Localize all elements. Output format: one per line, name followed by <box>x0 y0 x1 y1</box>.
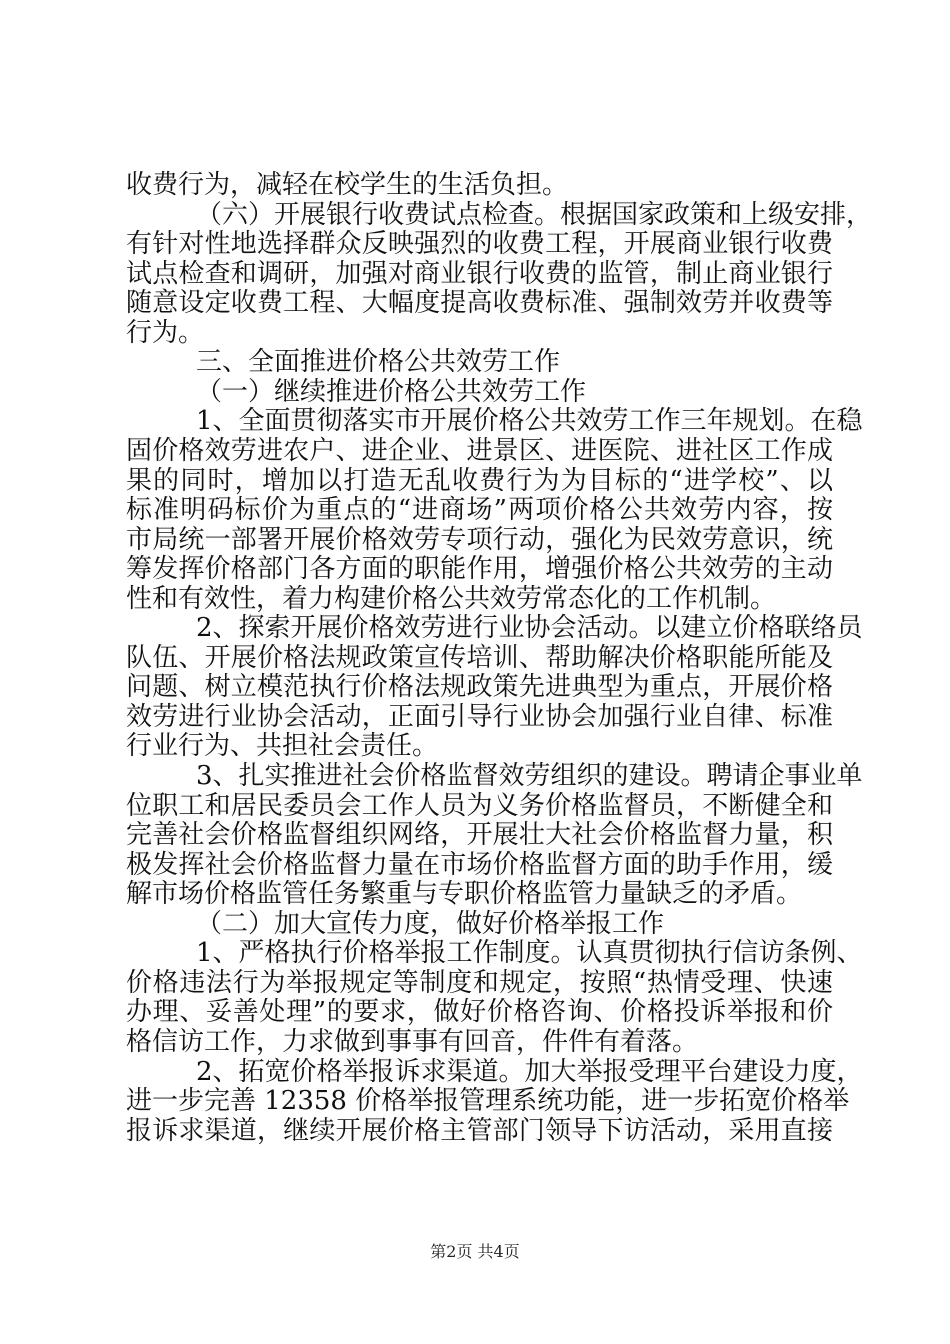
text-line: 性和有效性，着力构建价格公共效劳常态化的工作机制。 <box>126 583 777 614</box>
text-line: 固价格效劳进农户、进企业、进景区、进医院、进社区工作成 <box>126 435 833 466</box>
text-line: 筹发挥价格部门各方面的职能作用，增强价格公共效劳的主动 <box>126 554 833 585</box>
text-line: 行业行为、共担社会责任。 <box>126 731 439 762</box>
text-line: 报诉求渠道，继续开展价格主管部门领导下访活动，采用直接 <box>126 1115 833 1146</box>
text-line: （六）开展银行收费试点检查。根据国家政策和上级安排， <box>196 199 873 230</box>
text-line: 解市场价格监管任务繁重与专职价格监管力量缺乏的矛盾。 <box>126 879 803 910</box>
text-line: 极发挥社会价格监督力量在市场价格监督方面的助手作用，缓 <box>126 849 833 880</box>
page-footer: 第2页 共4页 <box>430 1242 520 1261</box>
text-line: 市局统一部署开展价格效劳专项行动，强化为民效劳意识，统 <box>126 524 833 555</box>
text-line: 随意设定收费工程、大幅度提高收费标准、强制效劳并收费等 <box>126 288 833 319</box>
text-line: 行为。 <box>126 317 205 348</box>
text-line: 格信访工作，力求做到事事有回音，件件有着落。 <box>126 1026 699 1057</box>
text-line: 果的同时，增加以打造无乱收费行为为目标的“进学校”、以 <box>126 465 833 496</box>
text-line: （二）加大宣传力度，做好价格举报工作 <box>196 908 665 939</box>
text-line: 2、拓宽价格举报诉求渠道。加大举报受理平台建设力度， <box>196 1056 863 1087</box>
text-line: 位职工和居民委员会工作人员为义务价格监督员，不断健全和 <box>126 790 833 821</box>
text-line: （一）继续推进价格公共效劳工作 <box>196 376 587 407</box>
text-line: 有针对性地选择群众反映强烈的收费工程，开展商业银行收费 <box>126 229 833 260</box>
text-line: 试点检查和调研，加强对商业银行收费的监管，制止商业银行 <box>126 258 833 289</box>
text-line: 效劳进行业协会活动，正面引导行业协会加强行业自律、标准 <box>126 701 833 732</box>
text-line: 三、全面推进价格公共效劳工作 <box>196 347 561 378</box>
text-line: 2、探索开展价格效劳进行业协会活动。以建立价格联络员 <box>196 613 863 644</box>
text-line: 进一步完善 12358 价格举报管理系统功能，进一步拓宽价格举 <box>126 1086 850 1117</box>
text-line: 问题、树立模范执行价格法规政策先进典型为重点，开展价格 <box>126 672 833 703</box>
text-line: 1、全面贯彻落实市开展价格公共效劳工作三年规划。在稳 <box>196 406 863 437</box>
text-line: 办理、妥善处理”的要求，做好价格咨询、价格投诉举报和价 <box>126 997 833 1028</box>
text-line: 3、扎实推进社会价格监督效劳组织的建设。聘请企事业单 <box>196 761 863 791</box>
text-line: 1、严格执行价格举报工作制度。认真贯彻执行信访条例、 <box>196 938 863 969</box>
text-line: 标准明码标价为重点的“进商场”两项价格公共效劳内容，按 <box>126 495 833 526</box>
text-line: 完善社会价格监督组织网络，开展壮大社会价格监督力量，积 <box>126 820 833 851</box>
text-line: 队伍、开展价格法规政策宣传培训、帮助解决价格职能所能及 <box>126 642 833 673</box>
text-line: 收费行为，减轻在校学生的生活负担。 <box>126 170 569 200</box>
text-line: 价格违法行为举报规定等制度和规定，按照“热情受理、快速 <box>126 967 833 998</box>
